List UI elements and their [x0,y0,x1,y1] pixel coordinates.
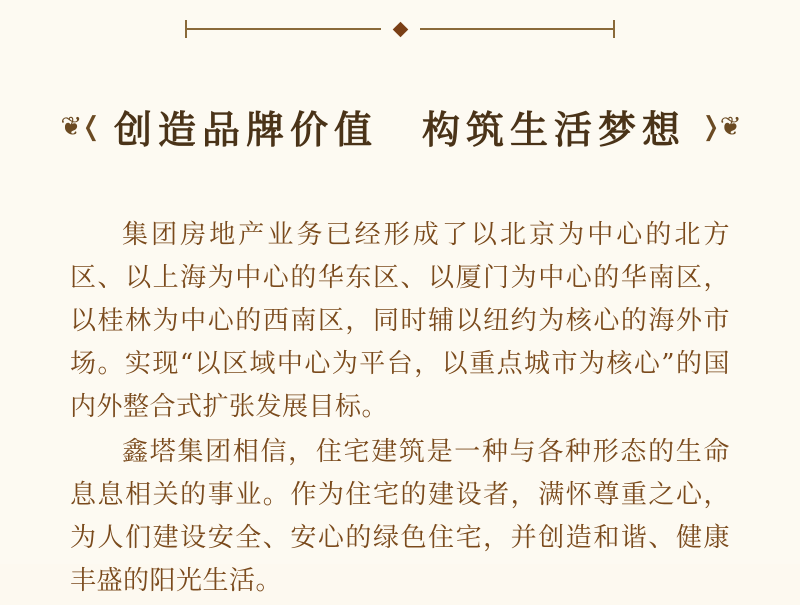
flourish-left-icon: ❦❬ [60,111,100,142]
page-title: 创造品牌价值 构筑生活梦想 [113,107,686,153]
page-heading [0,74,800,180]
paragraph-1: 集团房地产业务已经形成了以北京为中心的北方区、以上海为中心的华东区、以厦门为中心的华南区，以桂林为中心的西南区，同时辅以纽约为核心的海外市场。实现“以区域中心为平台，以重点城市为核心”的国内外整合式扩张发展目标。 [70,219,730,422]
diamond-ornament-icon [392,21,408,37]
top-divider-ornament [185,20,615,38]
body-copy [70,214,730,605]
divider-right-cap [613,20,615,38]
flourish-right-icon: ❭❦ [700,111,740,142]
paragraph-2: 鑫塔集团相信，住宅建筑是一种与各种形态的生命息息相关的事业。作为住宅的建设者，满怀尊重之心，为人们建设安全、安心的绿色住宅，并创造和谐、健康丰盛的阳光生活。 [70,436,730,596]
divider-rule-right [420,28,614,30]
divider-rule-left [187,28,381,30]
